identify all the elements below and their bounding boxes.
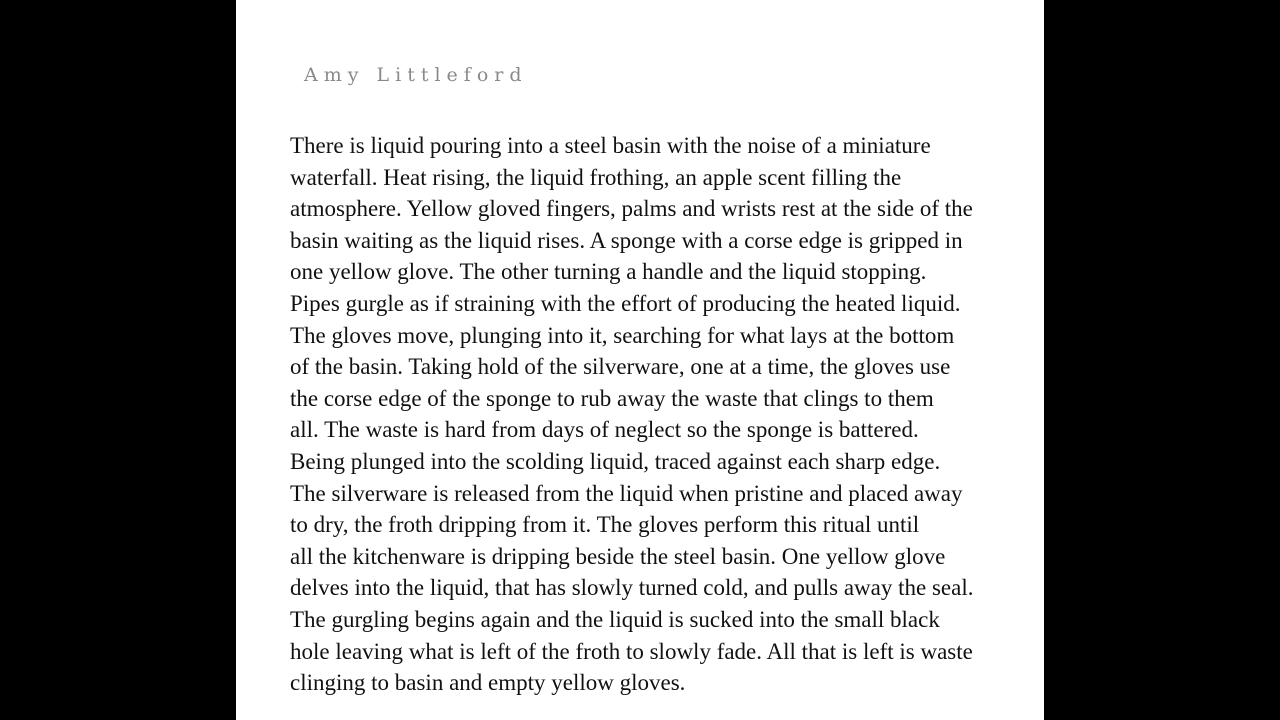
text-line: atmosphere. Yellow gloved fingers, palms and wrists rest at the side of the	[290, 196, 973, 222]
text-line: to dry, the froth dripping from it. The gloves perform this ritual until	[290, 512, 920, 538]
text-line: the corse edge of the sponge to rub away the waste that clings to them	[290, 385, 934, 411]
text-line: waterfall. Heat rising, the liquid frothing, an apple scent filling the	[290, 164, 902, 190]
text-line: of the basin. Taking hold of the silverware, one at a time, the gloves use	[290, 354, 951, 380]
text-line: The gurgling begins again and the liquid is sucked into the small black	[290, 606, 940, 632]
text-line: one yellow glove. The other turning a handle and the liquid stopping.	[290, 259, 927, 285]
text-line: Pipes gurgle as if straining with the effort of producing the heated liquid.	[290, 290, 961, 316]
text-line: all the kitchenware is dripping beside the steel basin. One yellow glove	[290, 543, 946, 569]
text-line: Being plunged into the scolding liquid, traced against each sharp edge.	[290, 448, 941, 474]
text-line: The silverware is released from the liquid when pristine and placed away	[290, 480, 963, 506]
text-line: delves into the liquid, that has slowly turned cold, and pulls away the seal.	[290, 575, 974, 601]
text-line: clinging to basin and empty yellow gloves.	[290, 670, 686, 696]
text-line: basin waiting as the liquid rises. A sponge with a corse edge is gripped in	[290, 227, 963, 253]
text-line: all. The waste is hard from days of neglect so the sponge is battered.	[290, 417, 919, 443]
text-line: hole leaving what is left of the froth to slowly fade. All that is left is waste	[290, 638, 973, 664]
story-text	[290, 130, 1030, 699]
author-name: Amy Littleford	[304, 64, 528, 86]
document-page	[236, 0, 1044, 720]
text-line: The gloves move, plunging into it, searching for what lays at the bottom	[290, 322, 955, 348]
text-line: There is liquid pouring into a steel basin with the noise of a miniature	[290, 133, 931, 158]
